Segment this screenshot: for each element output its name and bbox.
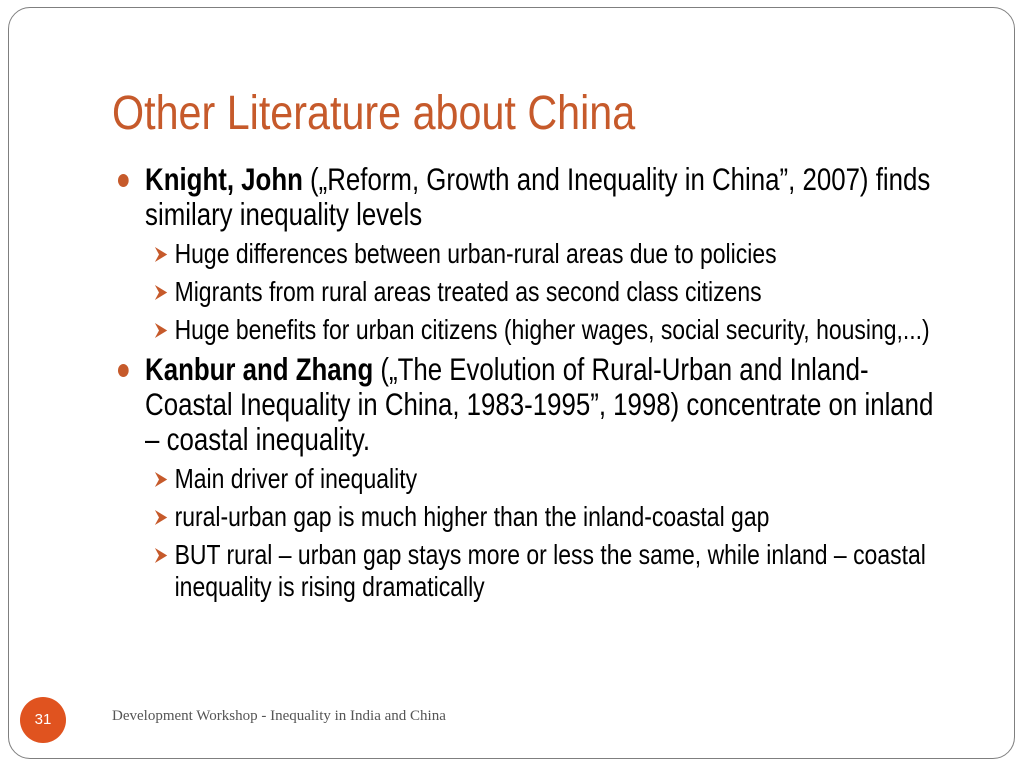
sub-bullet-text: Main driver of inequality bbox=[174, 463, 418, 494]
bullet-dot-icon bbox=[118, 364, 129, 377]
sub-bullet-text: Migrants from rural areas treated as second class citizens bbox=[174, 276, 762, 307]
arrowhead-icon bbox=[154, 322, 168, 339]
sub-bullet bbox=[118, 314, 938, 346]
slide-title: Other Literature about China bbox=[112, 87, 636, 140]
bullet-author: Knight, John bbox=[145, 161, 303, 197]
arrowhead-icon bbox=[154, 284, 168, 301]
arrowhead-icon bbox=[154, 547, 168, 564]
slide-number-badge: 31 bbox=[20, 697, 66, 743]
bullet-text: („Reform, Growth and Inequality in China”, 2007) finds similary inequality levels bbox=[145, 161, 931, 232]
sub-bullet bbox=[118, 238, 938, 270]
sub-bullet bbox=[118, 539, 938, 603]
bullet-text: („The Evolution of Rural-Urban and Inland-Coastal Inequality in China, 1983-1995”, 1998) concentrate on inland – coastal inequality. bbox=[145, 351, 934, 457]
sub-bullet bbox=[118, 463, 938, 495]
arrowhead-icon bbox=[154, 509, 168, 526]
sub-bullet-text: Huge differences between urban-rural areas due to policies bbox=[174, 238, 777, 269]
sub-bullet bbox=[118, 501, 938, 533]
sub-bullet-text: Huge benefits for urban citizens (higher wages, social security, housing,...) bbox=[174, 314, 930, 345]
arrowhead-icon bbox=[154, 246, 168, 263]
sub-bullet bbox=[118, 276, 938, 308]
bullet-knight bbox=[118, 162, 938, 232]
bullet-author: Kanbur and Zhang bbox=[145, 351, 374, 387]
footer-text: Development Workshop - Inequality in India and China bbox=[112, 708, 446, 724]
bullet-dot-icon bbox=[118, 174, 129, 187]
sub-bullet-text: rural-urban gap is much higher than the inland-coastal gap bbox=[174, 501, 770, 532]
bullet-kanbur-zhang bbox=[118, 352, 938, 457]
arrowhead-icon bbox=[154, 471, 168, 488]
slide-content bbox=[118, 162, 938, 609]
sub-bullet-text: BUT rural – urban gap stays more or less the same, while inland – coastal inequality is rising dramatically bbox=[174, 539, 926, 602]
